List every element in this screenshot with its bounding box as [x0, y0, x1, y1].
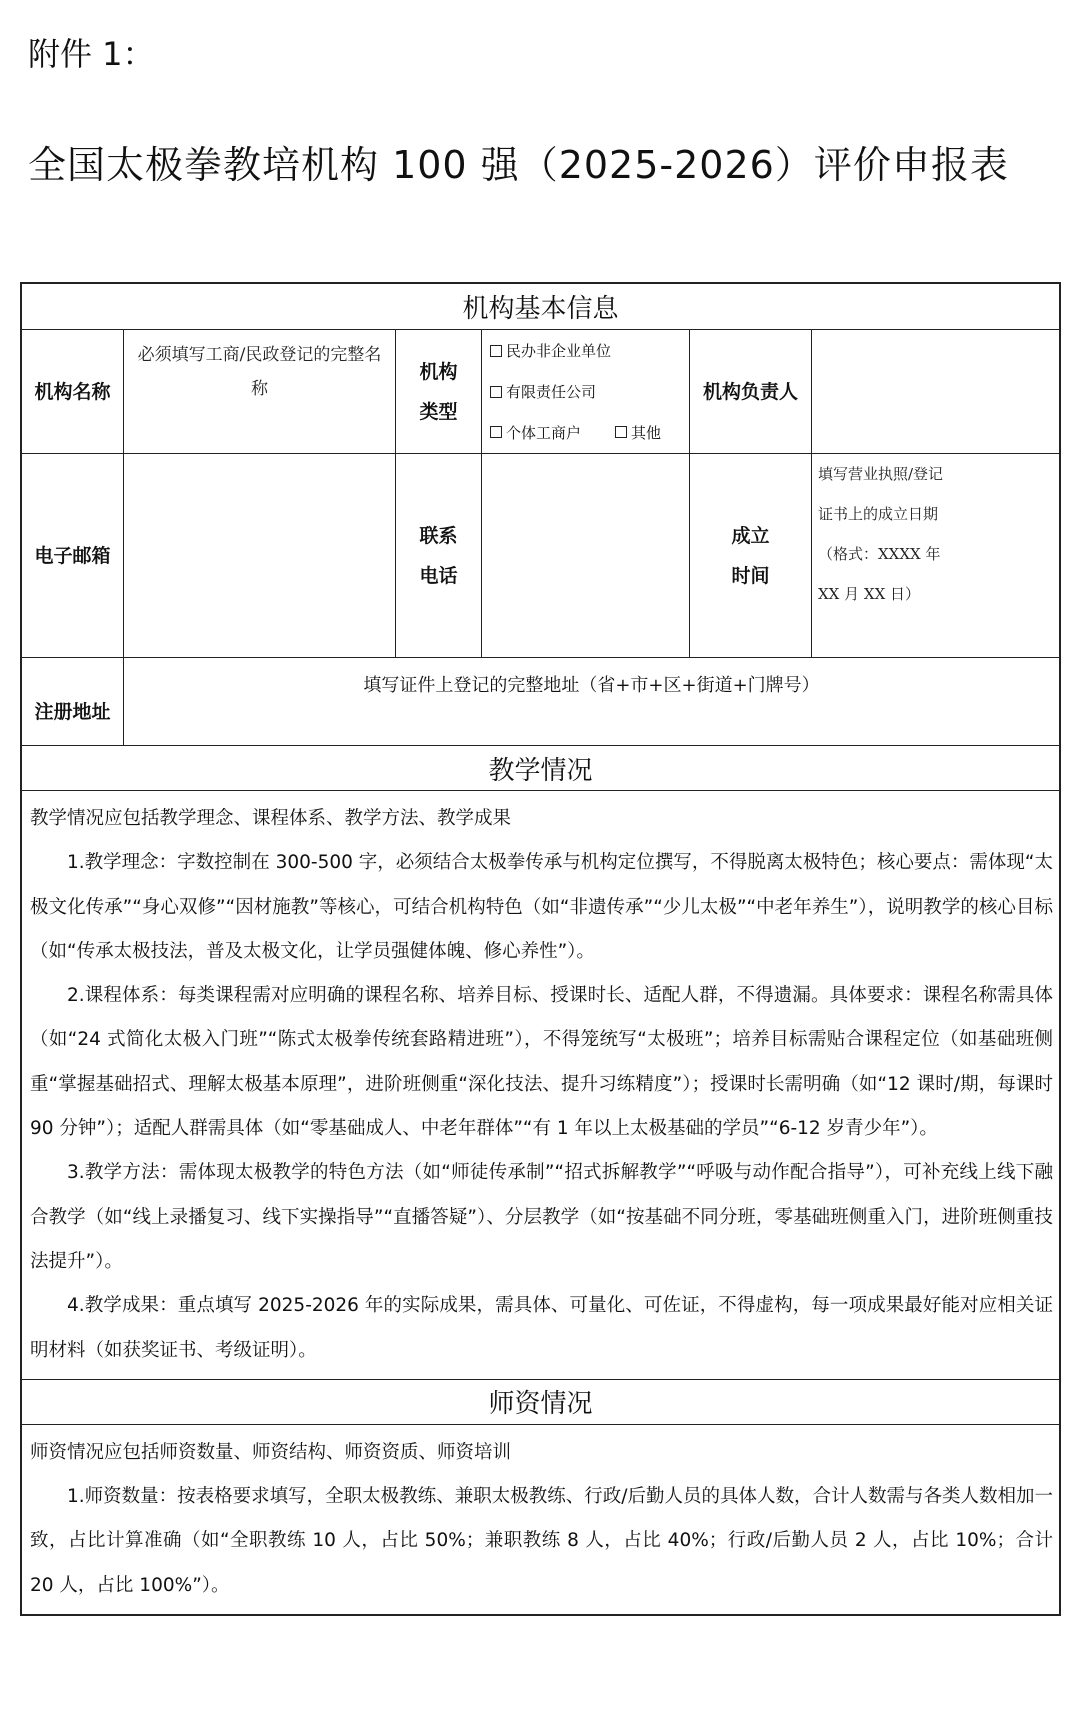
contact-row — [22, 453, 1059, 657]
appendix-label: 附件 1： — [28, 35, 155, 73]
org-type-label: 机构 类型 — [395, 330, 481, 453]
document-title: 全国太极拳教培机构 100 强（2025-2026）评价申报表 — [28, 143, 1009, 187]
org-type-option[interactable]: 民办非企业单位 — [490, 330, 611, 371]
email-label: 电子邮箱 — [34, 544, 111, 567]
phone-label: 联系 电话 — [395, 454, 481, 657]
address-label: 注册地址 — [34, 701, 111, 723]
org-type-option-line — [490, 412, 661, 453]
org-type-option[interactable]: 有限责任公司 — [490, 371, 596, 412]
checkbox-icon[interactable] — [490, 386, 502, 398]
org-name-hint: 必须填写工商/民政登记的完整名称 — [137, 345, 382, 399]
address-hint: 填写证件上登记的完整地址（省+市+区+街道+门牌号） — [363, 675, 820, 696]
teaching-item: 2.课程体系：每类课程需对应明确的课程名称、培养目标、授课时长、适配人群，不得遗漏。具体要求：课程名称需具体（如“24 式简化太极入门班”“陈式太极拳传统套路精进班”），不得笼统写“太极班”；培养目标需贴合课程定位（如基础班侧重“掌握基础招式、理解太极基本原理”，进阶班侧重“深化技法、提升习练精度”）；授课时长需明确（如“12 课时/期，每课时 90 分钟”）；适配人群需具体（如“零基础成人、中老年群体”“有 1 年以上太极基础的学员”“6-12 岁青少年”）。 — [30, 985, 1053, 1140]
faculty-content — [22, 1424, 1059, 1614]
org-type-option[interactable]: 其他 — [615, 422, 661, 443]
org-type-option[interactable]: 个体工商户 — [490, 422, 581, 443]
founded-hint: 填写营业执照/登记证书上的成立日期（格式：XXXX 年 XX 月 XX 日） — [818, 465, 944, 603]
email-field[interactable] — [123, 454, 395, 657]
teaching-heading: 教学情况 — [22, 745, 1059, 790]
teaching-item: 4.教学成果：重点填写 2025-2026 年的实际成果，需具体、可量化、可佐证，不得虚构，每一项成果最好能对应相关证明材料（如获奖证书、考级证明）。 — [30, 1295, 1053, 1361]
checkbox-icon[interactable] — [490, 345, 502, 357]
teaching-item: 1.教学理念：字数控制在 300-500 字，必须结合太极拳传承与机构定位撰写，不得脱离太极特色；核心要点：需体现“太极文化传承”“身心双修”“因材施教”等核心，可结合机构特色（如“非遗传承”“少儿太极”“中老年养生”），说明教学的核心目标（如“传承太极技法，普及太极文化，让学员强健体魄、修心养性”）。 — [30, 852, 1053, 962]
teaching-intro: 教学情况应包括教学理念、课程体系、教学方法、教学成果 — [30, 808, 512, 829]
faculty-intro: 师资情况应包括师资数量、师资结构、师资资质、师资培训 — [30, 1441, 512, 1463]
founded-label: 成立 时间 — [689, 454, 811, 657]
org-type-options — [481, 330, 689, 453]
faculty-item: 1.师资数量：按表格要求填写，全职太极教练、兼职太极教练、行政/后勤人员的具体人数，合计人数需与各类人数相加一致，占比计算准确（如“全职教练 10 人，占比 50%；兼职教练 8 人，占比 40%；行政/后勤人员 2 人，占比 10%；合计 20 人，占比 100%”）。 — [30, 1486, 1053, 1596]
leader-label: 机构负责人 — [689, 330, 811, 453]
phone-field[interactable] — [481, 454, 689, 657]
org-name-field[interactable] — [123, 330, 395, 453]
address-row — [22, 657, 1059, 745]
faculty-heading: 师资情况 — [22, 1379, 1059, 1424]
leader-field[interactable] — [811, 330, 959, 453]
checkbox-icon[interactable] — [615, 426, 627, 438]
org-name-label: 机构名称 — [34, 380, 111, 403]
application-form — [20, 282, 1061, 1616]
teaching-content — [22, 790, 1059, 1379]
teaching-item: 3.教学方法：需体现太极教学的特色方法（如“师徒传承制”“招式拆解教学”“呼吸与动作配合指导”），可补充线上线下融合教学（如“线上录播复习、线下实操指导”“直播答疑”）、分层教学（如“按基础不同分班，零基础班侧重入门，进阶班侧重技法提升”）。 — [30, 1162, 1053, 1272]
org-name-row — [22, 329, 1059, 453]
checkbox-icon[interactable] — [490, 426, 502, 438]
basic-info-heading: 机构基本信息 — [462, 294, 619, 324]
founded-field[interactable] — [811, 454, 959, 657]
address-field[interactable] — [123, 658, 1059, 745]
